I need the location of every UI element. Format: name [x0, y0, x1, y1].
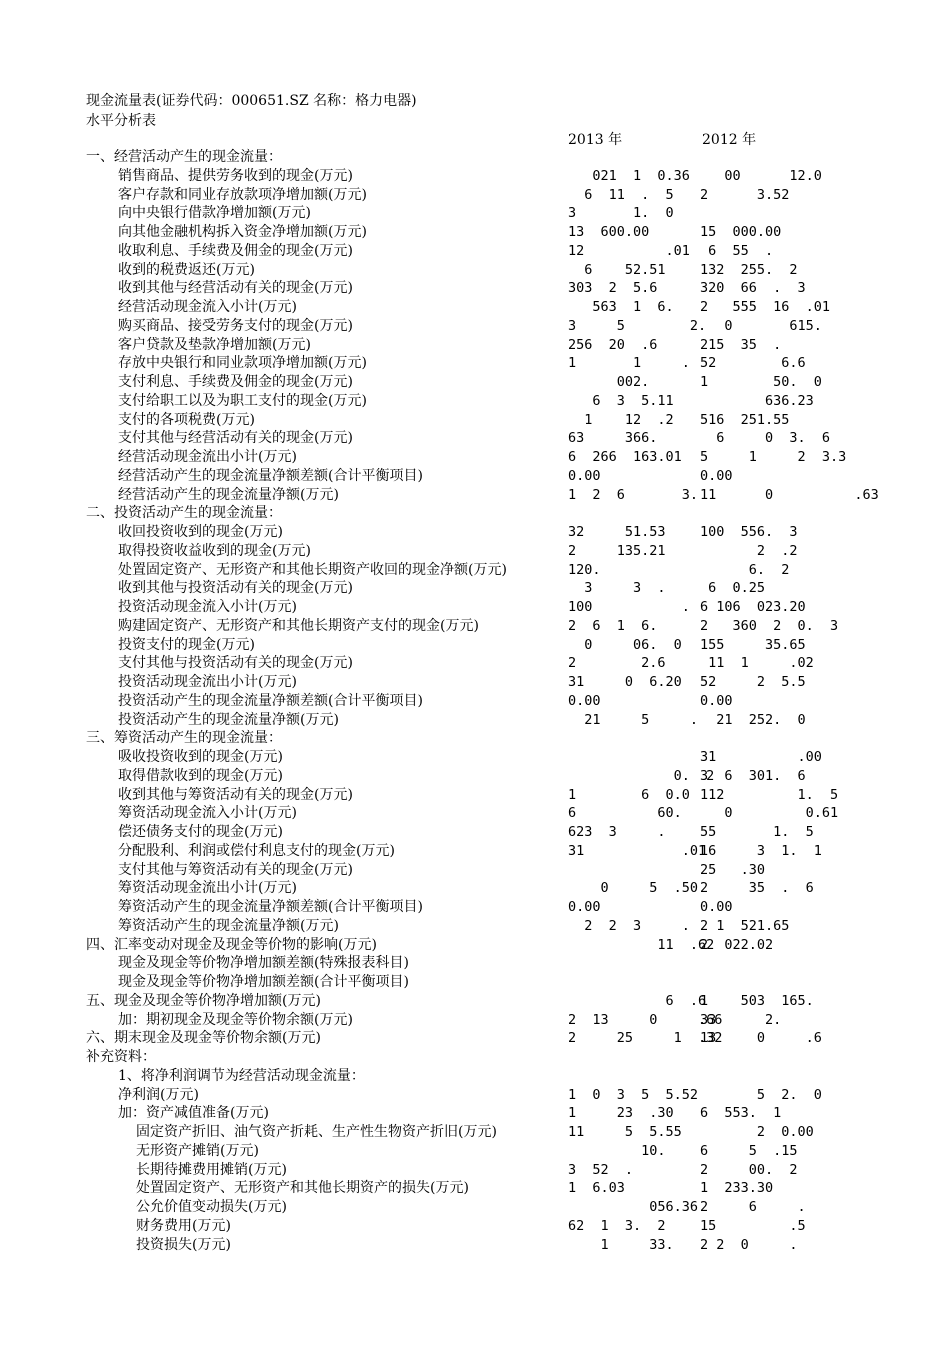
statement-row — [0, 598, 950, 617]
statement-row — [0, 298, 950, 317]
row-value-2013: 62 1 3. 2 — [568, 1217, 666, 1234]
statement-row — [0, 411, 950, 430]
row-label: 净利润(万元) — [118, 1086, 199, 1103]
row-label: 收到其他与经营活动有关的现金(万元) — [118, 280, 353, 297]
row-label: 一、经营活动产生的现金流量： — [86, 149, 282, 165]
statement-row — [0, 1048, 950, 1067]
statement-row — [0, 448, 950, 467]
row-label: 固定资产折旧、油气资产折耗、生产性生物资产折旧(万元) — [136, 1124, 497, 1140]
row-value-2013: 6 52.51 — [568, 261, 666, 278]
row-value-2012: 2 360 2 0. 3 — [700, 617, 839, 634]
row-value-2013: 1 1 . — [568, 355, 690, 372]
row-value-2012: 0.00 — [700, 899, 733, 915]
statement-row — [0, 148, 950, 167]
row-label: 筹资活动产生的现金流量净额差额(合计平衡项目) — [118, 899, 423, 915]
row-label: 三、筹资活动产生的现金流量： — [86, 730, 282, 747]
statement-row — [0, 242, 950, 261]
row-value-2012: 320 66 . 3 — [700, 280, 806, 297]
statement-row — [0, 673, 950, 692]
row-value-2013: 0.00 — [568, 899, 601, 915]
row-label: 处置固定资产、无形资产和其他长期资产收回的现金净额(万元) — [118, 561, 507, 578]
statement-row — [0, 804, 950, 823]
row-value-2012: 6 0.25 — [700, 580, 766, 597]
row-value-2013: 3 3 . — [568, 580, 666, 597]
row-value-2013: 11 5 5.55 — [568, 1124, 682, 1140]
row-value-2013: 256 20 .6 — [568, 336, 658, 353]
row-label: 购建固定资产、无形资产和其他长期资产支付的现金(万元) — [118, 617, 479, 634]
statement-row — [0, 486, 950, 505]
statement-row — [0, 936, 950, 955]
row-value-2012: 16 3 1. 1 — [700, 842, 822, 859]
row-value-2013: 1 2 6 3. — [568, 486, 699, 503]
row-value-2013: 21 5 . — [568, 711, 699, 728]
row-label: 处置固定资产、无形资产和其他长期资产的损失(万元) — [136, 1180, 469, 1197]
row-label: 收到其他与筹资活动有关的现金(万元) — [118, 786, 353, 803]
row-value-2012: 6 0 3. 6 — [700, 430, 831, 447]
row-label: 客户贷款及垫款净增加额(万元) — [118, 336, 311, 353]
statement-row — [0, 186, 950, 205]
row-label: 存放中央银行和同业款项净增加额(万元) — [118, 355, 367, 372]
statement-row — [0, 1104, 950, 1123]
row-label: 支付其他与投资活动有关的现金(万元) — [118, 655, 353, 672]
row-label: 无形资产摊销(万元) — [136, 1142, 259, 1159]
row-value-2013: 2 13 0 .66 — [568, 1011, 723, 1028]
row-label: 经营活动现金流出小计(万元) — [118, 449, 297, 465]
row-label: 财务费用(万元) — [136, 1217, 231, 1234]
row-value-2013: 056.36 — [568, 1199, 699, 1215]
statement-row — [0, 1011, 950, 1030]
statement-row — [0, 917, 950, 936]
row-value-2012: 5 2. 0 — [700, 1086, 822, 1103]
row-value-2013: 021 1 0.36 — [568, 167, 690, 184]
row-label: 现金及现金等价物净增加额差额(合计平衡项目) — [118, 974, 409, 990]
row-label: 经营活动现金流入小计(万元) — [118, 299, 297, 315]
column-header-year-2: 2012 年 — [702, 132, 757, 148]
row-value-2013: 12 .01 — [568, 242, 690, 259]
row-value-2012: 516 251.55 — [700, 411, 790, 428]
row-value-2013: 1 23 .30 — [568, 1105, 674, 1122]
row-value-2012: 0 0.61 — [700, 805, 839, 822]
row-label: 长期待摊费用摊销(万元) — [136, 1161, 287, 1178]
row-label: 取得借款收到的现金(万元) — [118, 767, 283, 784]
row-value-2012: 33 2. — [700, 1011, 782, 1028]
row-label: 支付其他与经营活动有关的现金(万元) — [118, 430, 353, 447]
row-value-2012: 1 503 165. — [700, 992, 814, 1009]
row-label: 四、汇率变动对现金及现金等价物的影响(万元) — [86, 936, 377, 953]
row-value-2012: 3 6 301. 6 — [700, 767, 806, 784]
row-value-2012: 25 .30 — [700, 861, 766, 878]
row-value-2013: 6 .6 — [568, 992, 707, 1009]
statement-row — [0, 336, 950, 355]
row-label: 向其他金融机构拆入资金净增加额(万元) — [118, 224, 367, 240]
row-value-2013: 2 2 3 . — [568, 917, 690, 934]
statement-row — [0, 861, 950, 880]
row-label: 二、投资活动产生的现金流量： — [86, 505, 282, 522]
statement-row — [0, 711, 950, 730]
row-value-2012: 0.00 — [700, 692, 733, 709]
row-value-2013: 3 52 . — [568, 1161, 634, 1178]
row-label: 1、将净利润调节为经营活动现金流量： — [118, 1067, 365, 1084]
statement-row — [0, 1029, 950, 1048]
row-value-2013: 100 . — [568, 599, 690, 615]
row-value-2012: 11 1 .02 — [700, 655, 814, 672]
row-label: 公允价值变动损失(万元) — [136, 1199, 287, 1215]
row-value-2012: 2 6 . — [700, 1199, 806, 1215]
statement-row — [0, 1142, 950, 1161]
row-value-2013: 0.00 — [568, 467, 601, 484]
statement-row — [0, 1217, 950, 1236]
row-value-2012: 00 12.0 — [700, 167, 822, 184]
row-label: 收到其他与投资活动有关的现金(万元) — [118, 580, 353, 597]
row-value-2012: 2 3.52 — [700, 186, 790, 203]
row-label: 加：期初现金及现金等价物余额(万元) — [118, 1011, 353, 1028]
statement-row — [0, 617, 950, 636]
row-value-2012: 100 556. 3 — [700, 524, 798, 540]
row-value-2012: 15 .5 — [700, 1217, 806, 1234]
statement-row — [0, 954, 950, 973]
row-label: 现金及现金等价物净增加额差额(特殊报表科目) — [118, 955, 409, 972]
row-value-2013: 303 2 5.6 — [568, 280, 658, 297]
row-value-2012: 11 0 .63 — [700, 486, 879, 503]
page-subtitle: 水平分析表 — [86, 113, 156, 129]
row-label: 投资活动现金流出小计(万元) — [118, 674, 297, 690]
row-value-2013: 32 51.53 — [568, 524, 666, 540]
row-value-2012: 1 50. 0 — [700, 374, 822, 390]
row-value-2013: 13 600.00 — [568, 224, 650, 240]
statement-row — [0, 429, 950, 448]
row-value-2012: 6. 2 — [700, 561, 790, 578]
statement-row — [0, 1161, 950, 1180]
row-value-2013: 10. — [568, 1142, 666, 1159]
row-label: 经营活动产生的现金流量净额(万元) — [118, 486, 339, 503]
row-value-2012: 2 2 0 . — [700, 1236, 798, 1253]
row-label: 补充资料： — [86, 1049, 156, 1065]
statement-row — [0, 167, 950, 186]
row-label: 经营活动产生的现金流量净额差额(合计平衡项目) — [118, 467, 423, 484]
page-title: 现金流量表(证券代码：000651.SZ 名称：格力电器) — [86, 93, 417, 109]
statement-row — [0, 579, 950, 598]
statement-row — [0, 823, 950, 842]
statement-row — [0, 636, 950, 655]
row-label: 收回投资收到的现金(万元) — [118, 524, 283, 540]
row-value-2013: 0. 2 — [568, 767, 715, 784]
statement-row — [0, 504, 950, 523]
row-label: 取得投资收益收到的现金(万元) — [118, 542, 311, 559]
row-value-2012: 52 6.6 — [700, 355, 806, 372]
row-label: 筹资活动现金流入小计(万元) — [118, 805, 297, 822]
row-value-2012: 13 0 .6 — [700, 1030, 822, 1047]
row-label: 投资活动产生的现金流量净额(万元) — [118, 711, 339, 728]
row-value-2013: 1 0 3 5 5.52 — [568, 1086, 699, 1103]
statement-row — [0, 1086, 950, 1105]
statement-row — [0, 1067, 950, 1086]
row-value-2013: 6 266 163.01 — [568, 449, 682, 465]
row-label: 销售商品、提供劳务收到的现金(万元) — [118, 167, 353, 184]
row-label: 支付给职工以及为职工支付的现金(万元) — [118, 392, 367, 409]
statement-row — [0, 654, 950, 673]
statement-row — [0, 973, 950, 992]
row-value-2013: 120. — [568, 561, 601, 578]
row-value-2013: 623 3 . — [568, 824, 666, 840]
statement-row — [0, 223, 950, 242]
row-value-2013: 31 0 6.20 — [568, 674, 682, 690]
row-label: 向中央银行借款净增加额(万元) — [118, 205, 311, 222]
row-value-2013: 2 25 1 .32 — [568, 1030, 723, 1047]
row-label: 吸收投资收到的现金(万元) — [118, 749, 283, 765]
statement-row — [0, 1236, 950, 1255]
row-value-2013: 11 .62 — [568, 936, 715, 953]
row-value-2012: 52 2 5.5 — [700, 674, 806, 690]
row-value-2013: 1 12 .2 — [568, 411, 674, 428]
statement-row — [0, 1179, 950, 1198]
statement-row — [0, 261, 950, 280]
statement-row — [0, 898, 950, 917]
statement-row — [0, 204, 950, 223]
row-label: 筹资活动产生的现金流量净额(万元) — [118, 917, 339, 934]
row-value-2012: 2 00. 2 — [700, 1161, 798, 1178]
row-value-2013: 563 1 6. — [568, 299, 674, 315]
row-value-2013: 002. — [568, 374, 650, 390]
row-label: 筹资活动现金流出小计(万元) — [118, 880, 297, 897]
row-value-2012: 2 0.00 — [700, 1124, 814, 1140]
row-label: 加：资产减值准备(万元) — [118, 1105, 269, 1122]
row-value-2012: 6 106 023.20 — [700, 599, 806, 615]
statement-row — [0, 692, 950, 711]
row-value-2013: 1 6.03 — [568, 1180, 625, 1197]
row-value-2012: 2 1 521.65 — [700, 917, 790, 934]
statement-row — [0, 748, 950, 767]
row-value-2012: 15 000.00 — [700, 224, 782, 240]
row-value-2013: 2 2.6 — [568, 655, 666, 672]
row-value-2012: 5 1 2 3.3 — [700, 449, 847, 465]
row-value-2013: 2 135.21 — [568, 542, 666, 559]
row-value-2013: 6 3 5.11 — [568, 392, 674, 409]
row-value-2012: 31 .00 — [700, 749, 822, 765]
row-value-2012: 2 .2 — [700, 542, 798, 559]
row-value-2012: 1 233.30 — [700, 1180, 774, 1197]
row-value-2012: 6 553. 1 — [700, 1105, 782, 1122]
statement-row — [0, 392, 950, 411]
statement-row — [0, 542, 950, 561]
statement-row — [0, 1123, 950, 1142]
statement-row — [0, 354, 950, 373]
row-label: 支付利息、手续费及佣金的现金(万元) — [118, 374, 353, 390]
row-value-2013: 63 366. — [568, 430, 658, 447]
statement-table — [0, 148, 950, 1254]
row-label: 收到的税费返还(万元) — [118, 261, 255, 278]
row-value-2013: 0 06. 0 — [568, 636, 682, 653]
row-value-2012: 6 5 .15 — [700, 1142, 798, 1159]
statement-row — [0, 842, 950, 861]
row-value-2012: 155 35.65 — [700, 636, 806, 653]
row-value-2012: 6 55 . — [700, 242, 774, 259]
column-header-year-1: 2013 年 — [568, 132, 623, 148]
row-value-2013: 3 1. 0 — [568, 205, 674, 222]
row-label: 投资活动产生的现金流量净额差额(合计平衡项目) — [118, 692, 423, 709]
row-value-2013: 1 33. — [568, 1236, 674, 1253]
row-value-2012: 55 1. 5 — [700, 824, 814, 840]
row-value-2012: 0.00 — [700, 467, 733, 484]
statement-row — [0, 992, 950, 1011]
row-value-2012: 215 35 . — [700, 336, 782, 353]
row-label: 客户存款和同业存放款项净增加额(万元) — [118, 186, 367, 203]
row-value-2013: 3 5 2. — [568, 317, 707, 334]
row-value-2012: 112 1. 5 — [700, 786, 839, 803]
statement-row — [0, 561, 950, 580]
row-value-2012: 0 615. — [700, 317, 822, 334]
row-value-2013: 1 6 0.0 — [568, 786, 690, 803]
row-label: 偿还债务支付的现金(万元) — [118, 824, 283, 840]
statement-row — [0, 467, 950, 486]
statement-row — [0, 279, 950, 298]
statement-row — [0, 373, 950, 392]
row-label: 投资损失(万元) — [136, 1236, 231, 1253]
row-value-2012: 2 022.02 — [700, 936, 774, 953]
statement-row — [0, 729, 950, 748]
row-label: 六、期末现金及现金等价物余额(万元) — [86, 1030, 321, 1047]
statement-row — [0, 317, 950, 336]
statement-row — [0, 786, 950, 805]
row-value-2013: 6 60. — [568, 805, 682, 822]
row-label: 支付其他与筹资活动有关的现金(万元) — [118, 861, 353, 878]
statement-row — [0, 523, 950, 542]
row-value-2012: 2 555 16 .01 — [700, 299, 831, 315]
row-label: 投资支付的现金(万元) — [118, 636, 255, 653]
row-value-2013: 0 5 .50 — [568, 880, 699, 897]
statement-row — [0, 879, 950, 898]
row-value-2013: 6 11 . 5 — [568, 186, 674, 203]
row-label: 支付的各项税费(万元) — [118, 411, 255, 428]
row-label: 分配股利、利润或偿付利息支付的现金(万元) — [118, 842, 395, 859]
row-value-2012: 21 252. 0 — [700, 711, 806, 728]
row-label: 五、现金及现金等价物净增加额(万元) — [86, 992, 321, 1009]
row-label: 收取利息、手续费及佣金的现金(万元) — [118, 242, 353, 259]
row-value-2013: 0.00 — [568, 692, 601, 709]
row-value-2012: 636.23 — [700, 392, 814, 409]
statement-row — [0, 1198, 950, 1217]
row-value-2012: 132 255. 2 — [700, 261, 798, 278]
row-label: 购买商品、接受劳务支付的现金(万元) — [118, 317, 353, 334]
row-value-2013: 2 6 1 6. — [568, 617, 658, 634]
row-value-2013: 31 .01 — [568, 842, 707, 859]
statement-row — [0, 767, 950, 786]
row-value-2012: 2 35 . 6 — [700, 880, 814, 897]
row-label: 投资活动现金流入小计(万元) — [118, 599, 297, 615]
